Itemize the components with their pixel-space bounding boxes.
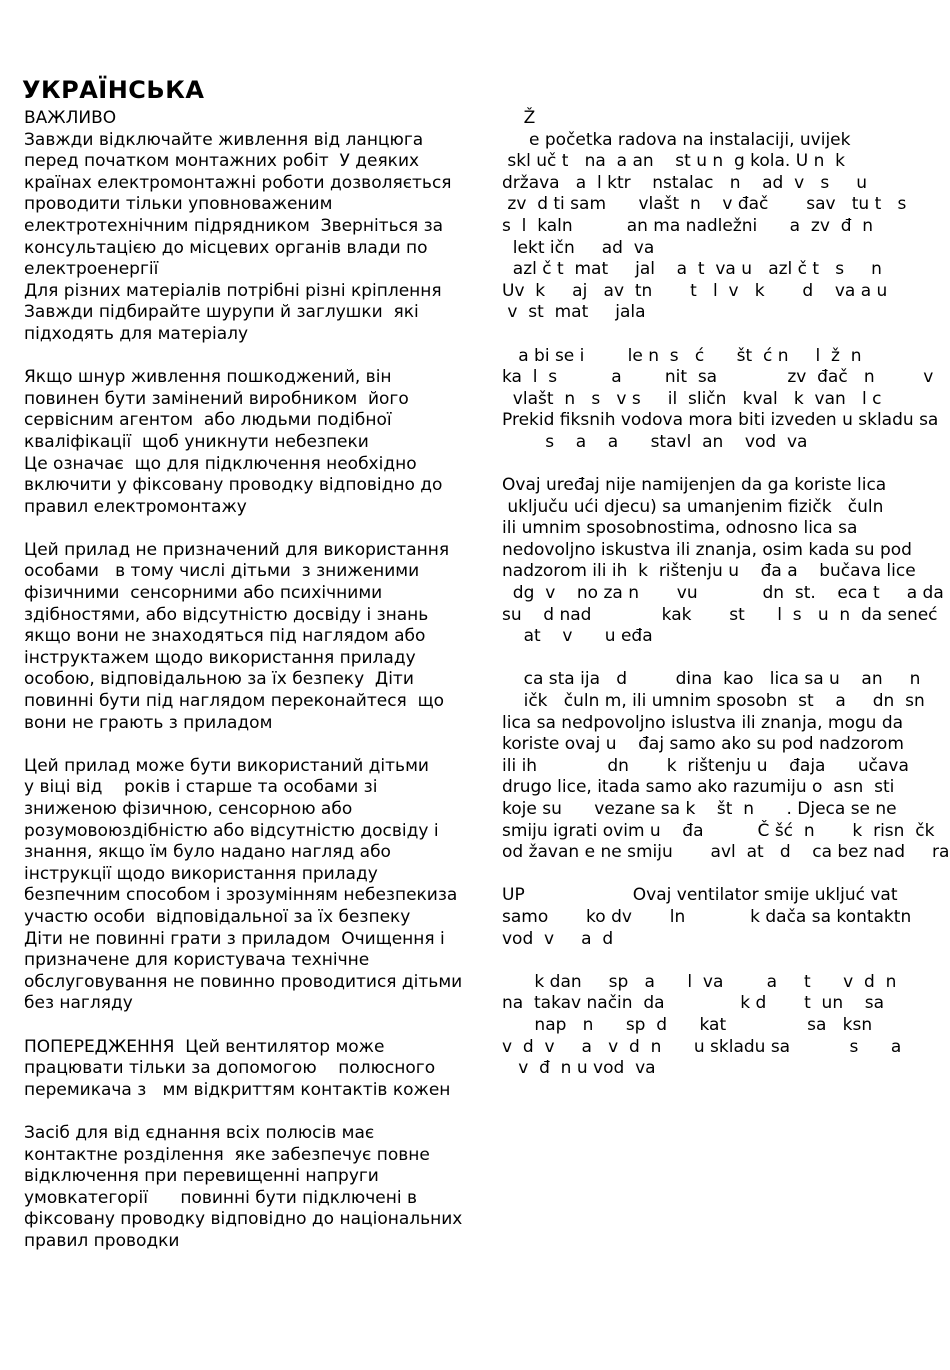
text-line: Prekid fiksnih vodova mora biti izveden u skladu sa [502, 410, 939, 431]
text-line: інструкції щодо використання приладу [24, 863, 378, 884]
text-line: Це означає що для підключення необхідно [24, 453, 417, 474]
text-line: інструктажем щодо використання приладу [24, 647, 416, 668]
text-line [24, 1015, 494, 1037]
text-line: ka l s a nit sa zv đač n v [502, 367, 934, 388]
text-line: Для різних матеріалів потрібні різні кріплення [24, 280, 442, 301]
text-line: кваліфікації щоб уникнути небезпеки [24, 431, 369, 452]
text-line: призначене для користувача технічне [24, 950, 370, 971]
text-line: сервісним агентом або людьми подібної [24, 410, 392, 431]
text-line: at v u eđa [502, 626, 653, 647]
text-line: особою, відповідальною за їх безпеку Діти [24, 669, 414, 690]
text-line: vod v a d [502, 928, 614, 949]
text-line: samo ko dv ln k dača sa kontaktn [502, 906, 912, 927]
text-line: lekt ičn ad va [502, 237, 655, 258]
text-line: включити у фіксовану проводку відповідно до [24, 475, 443, 496]
text-line [24, 518, 494, 540]
text-line: здібностями, або відсутністю досвіду і знань [24, 604, 429, 625]
text-line [24, 1101, 494, 1123]
text-line: правил проводки [24, 1230, 180, 1251]
text-line: особами в тому числі дітьми з зниженими [24, 561, 420, 582]
text-line: Цей прилад може бути використаний дітьми [24, 755, 429, 776]
text-line: Uv k aj av tn t l v k d va a u [502, 280, 888, 301]
text-line: s l kaln an ma nadležni a zv đ n [502, 215, 874, 236]
text-line: зниженою фізичною, сенсорною або [24, 799, 353, 819]
text-line: UP Ovaj ventilator smije ukljuć vat [502, 885, 898, 906]
text-line: Завжди відключайте живлення від ланцюга [24, 129, 424, 150]
text-line: перемикача з мм відкриттям контактів кожен [24, 1079, 451, 1100]
ukrainian-text-column [24, 108, 494, 1252]
text-line: проводити тільки уповноваженим [24, 194, 333, 215]
text-line: vlašt n s v s il sličn kval k van l c [502, 388, 882, 409]
text-line: k dan sp a l va a t v d n [502, 971, 897, 992]
text-line: країнах електромонтажні роботи дозволяється [24, 172, 452, 193]
text-line: država a l ktr nstalac n ad v s u [502, 172, 868, 193]
text-line: od žavan e ne smiju avl at d ca bez nad ra [502, 842, 950, 863]
text-line: вони не грають з приладом [24, 712, 273, 733]
text-line: консультацією до місцевих органів влади по [24, 237, 428, 258]
text-line: ВАЖЛИВО [24, 108, 117, 128]
text-line: Цей прилад не призначений для використання [24, 539, 450, 560]
text-line [502, 454, 947, 476]
text-line: smiju igrati ovim u đa Č šć n k risn čk [502, 820, 935, 841]
text-line: s a a stavl an vod va [502, 431, 808, 452]
text-line: без нагляду [24, 993, 133, 1014]
text-line: умовкатегорії повинні бути підключені в [24, 1187, 417, 1208]
text-line: підходять для матеріалу [24, 323, 249, 344]
text-line: перед початком монтажних робіт У деяких [24, 151, 420, 172]
text-line: nadzorom ili ih k rištenju u đa a bučava lice [502, 561, 916, 582]
text-line: v st mat jala [502, 302, 646, 323]
text-line: koje su vezane sa k št n . Djeca se ne [502, 799, 897, 819]
text-line: відключення при перевищенні напруги [24, 1166, 379, 1187]
text-line: Ž [502, 108, 536, 128]
text-line [502, 324, 947, 346]
text-line: Ovaj uređaj nije namijenjen da ga koriste lica [502, 475, 887, 496]
text-line: ili ih dn k rištenju u đaja učava [502, 755, 909, 776]
text-line: знання, якщо їм було надано нагляд або [24, 842, 391, 863]
text-line: v d v a v d n u skladu sa s a [502, 1036, 902, 1057]
text-line: zv d ti sam vlašt n v đač sav tu t s [502, 194, 907, 215]
text-line: Діти не повинні грати з приладом Очищення і [24, 928, 445, 949]
text-line: Засіб для від єднання всіх полюсів має [24, 1122, 375, 1143]
text-line: працювати тільки за допомогою полюсного [24, 1058, 436, 1079]
text-line: ičk čuln m, ili umnim sposobn st a dn sn [502, 691, 925, 712]
text-line: правил електромонтажу [24, 496, 247, 517]
text-line: lica sa nedpovoljno islustva ili znanja, mogu da [502, 712, 904, 733]
text-line [502, 864, 947, 886]
text-line: Завжди підбирайте шурупи й заглушки які [24, 302, 419, 323]
text-line: у віці від років і старше та особами зі [24, 777, 378, 798]
text-line: обслуговування не повинно проводитися дітьми [24, 971, 463, 992]
text-line: su d nad kak st l s u n da seneć [502, 604, 938, 625]
text-line: nap n sp d kat sa ksn [502, 1014, 873, 1035]
text-line: skl uč t na a an st u n g kola. U n k [502, 151, 846, 172]
text-line: uključu ući djecu) sa umanjenim fizičk čuln [502, 496, 884, 517]
text-line: nedovoljno iskustva ili znanja, osim kada su pod [502, 539, 912, 560]
text-line [502, 648, 947, 670]
text-line: фізичними сенсорними або психічними [24, 583, 383, 604]
text-line: повинні бути під наглядом переконайтеся що [24, 691, 445, 712]
text-line: v đ n u vod va [502, 1058, 656, 1079]
text-line: dg v no za n vu dn st. eca t a da [502, 583, 944, 604]
text-line: повинен бути замінений виробником його [24, 388, 409, 409]
text-line: участю особи відповідальної за їх безпеку [24, 906, 411, 927]
text-line: безпечним способом і зрозумінням небезпекиза [24, 885, 458, 906]
text-line [24, 346, 494, 368]
text-line: фіксовану проводку відповідно до національних [24, 1209, 463, 1230]
text-line: ca sta ija d dina kao lica sa u an n [502, 669, 921, 690]
text-line: drugo lice, itada samo ako razumiju o asn sti [502, 777, 895, 798]
text-line: a bi se i le n s ć št ć n l ž n [502, 345, 862, 366]
text-line: azl č t mat jal a t va u azl č t s n [502, 259, 882, 280]
text-line: електроенергії [24, 259, 159, 280]
text-line: ПОПЕРЕДЖЕННЯ Цей вентилятор може [24, 1036, 385, 1057]
text-line: Якщо шнур живлення пошкоджений, він [24, 367, 392, 388]
text-line: електротехнічним підрядником Зверніться за [24, 215, 444, 236]
text-line [24, 734, 494, 756]
text-line: ili umnim sposobnostima, odnosno lica sa [502, 518, 858, 539]
section-heading: УКРАЇНСЬКА [22, 76, 205, 104]
serbian-text-column [502, 108, 950, 1080]
text-line: koriste ovaj u đaj samo ako su pod nadzorom [502, 734, 904, 755]
text-line [502, 950, 947, 972]
text-line: контактне розділення яке забезпечує повне [24, 1144, 430, 1165]
text-line: na takav način da k d t un sa [502, 993, 884, 1014]
text-line: розумовоюздібністю або відсутністю досвіду і [24, 820, 439, 841]
text-line: якщо вони не знаходяться під наглядом або [24, 626, 426, 647]
text-line: e početka radova na instalaciji, uvijek [502, 129, 851, 150]
